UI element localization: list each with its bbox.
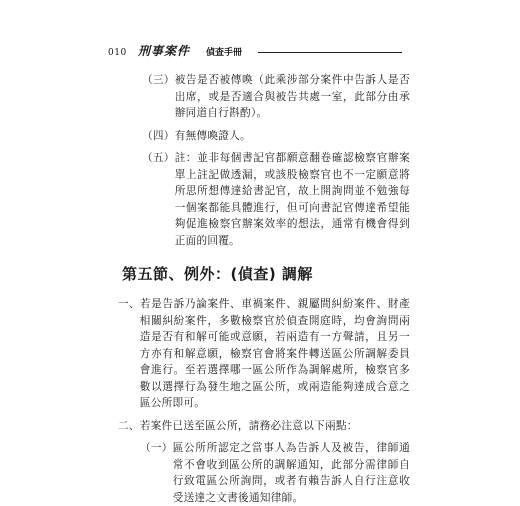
page-body <box>118 72 410 506</box>
list-sub <box>140 440 410 506</box>
header-rule <box>258 52 402 53</box>
book-subtitle: 偵查手冊 <box>206 48 243 58</box>
section-title: 第五節、例外：(偵查) 調解 <box>122 265 313 283</box>
list-item <box>118 296 410 412</box>
item-text: 若案件已送至區公所，請務必注意以下兩點： <box>139 419 358 432</box>
list-item <box>118 418 410 435</box>
item-text: 被告是否被傳喚（此乘涉部分案件中告訴人是否出席，或是否適合與被告共處一室，此部分由承辦同道自行斟酌）。 <box>174 74 410 119</box>
running-header <box>108 40 402 62</box>
list-item <box>142 128 410 145</box>
item-text: 區公所所認定之當事人為告訴人及被告，律師通常不會收到區公所的調解通知，此部分需律師自行致電區公所詢問，或者有賴告訴人自行注意收受送達之文書後通知律師。 <box>172 442 410 504</box>
item-label: （四） <box>142 129 175 142</box>
item-text: 有無傳喚證人。 <box>174 129 251 142</box>
item-label: 一、 <box>118 298 140 310</box>
item-text: 若是告訴乃論案件、車禍案件、親屬間糾紛案件、財產相關糾紛案件，多數檢察官於偵查開庭時，均會詢問兩造是否有和解可能或意願，若兩造有一方聲請，且另一方亦有和解意願，檢察官會將案件轉送區公所調解委員會進行。至若選擇哪一區公所作為調解處所，檢察官多數以選擇行為發生地之區公所，或兩造能夠達成合意之區公所即可。 <box>139 298 410 409</box>
list-top <box>142 72 410 249</box>
page-number: 010 <box>108 48 127 58</box>
item-label: （三） <box>142 74 175 86</box>
list-item <box>140 440 410 506</box>
item-label: （一） <box>140 442 173 454</box>
item-label: 二、 <box>118 419 140 432</box>
list-item <box>142 150 410 249</box>
item-text: 註：並非每個書記官都願意翻卷確認檢察官辦案單上註記做透漏，或該股檢察官也不一定願意將所思所想傳達給書記官，故上開詢問並不勉強每一個案都能具體進行，但可向書記官傳達希望能夠促進檢察官辦案效率的想法，通常有機會得到正面的回覆。 <box>174 152 410 247</box>
list-item <box>142 72 410 122</box>
book-title: 刑事案件 <box>138 44 191 58</box>
item-label: （五） <box>142 152 175 164</box>
